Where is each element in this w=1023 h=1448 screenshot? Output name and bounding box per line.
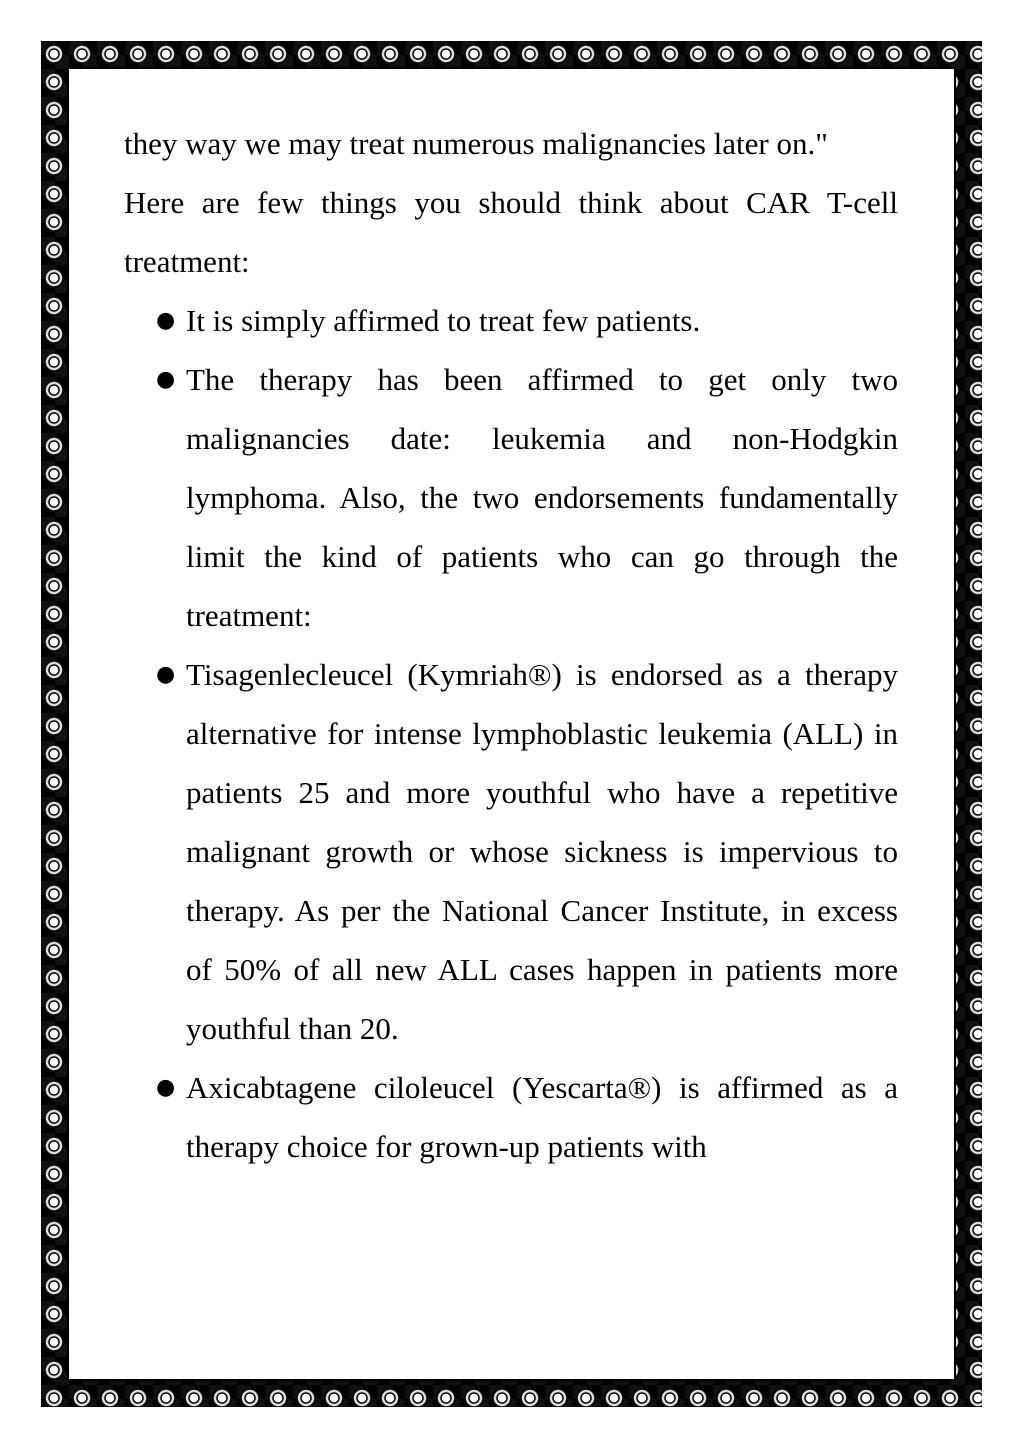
list-item [124,291,898,350]
bullet-icon: ● [156,1075,176,1100]
list-item-text: It is simply affirmed to treat few patients. [186,303,701,338]
list-item-text: Tisagenlecleucel (Kymriah®) is endorsed as a therapy alternative for intense lymphoblastic leukemia (ALL) in patients 25 and more youthful who have a repetitive malignant growth or whose sickness is impervious to therapy. As per the National Cancer Institute, in excess of 50% of all new ALL cases happen in patients more youthful than 20. [186,657,898,1046]
bullet-icon: ● [156,308,176,333]
list-item-text: The therapy has been affirmed to get only two malignancies date: leukemia and non-Hodgkin lymphoma. Also, the two endorsements fundamentally limit the kind of patients who can go through the treatment: [186,362,898,633]
list-item [124,350,898,645]
bullet-icon: ● [156,662,176,687]
bullet-list [124,291,898,1176]
paragraph-intro: Here are few things you should think about CAR T-cell treatment: [124,185,898,279]
page-content [124,114,898,1176]
paragraph-continuation: they way we may treat numerous malignancies later on." [124,126,828,161]
list-item-text: Axicabtagene ciloleucel (Yescarta®) is affirmed as a therapy choice for grown-up patients with [186,1070,898,1164]
bullet-icon: ● [156,367,176,392]
list-item [124,1058,898,1176]
list-item [124,645,898,1058]
